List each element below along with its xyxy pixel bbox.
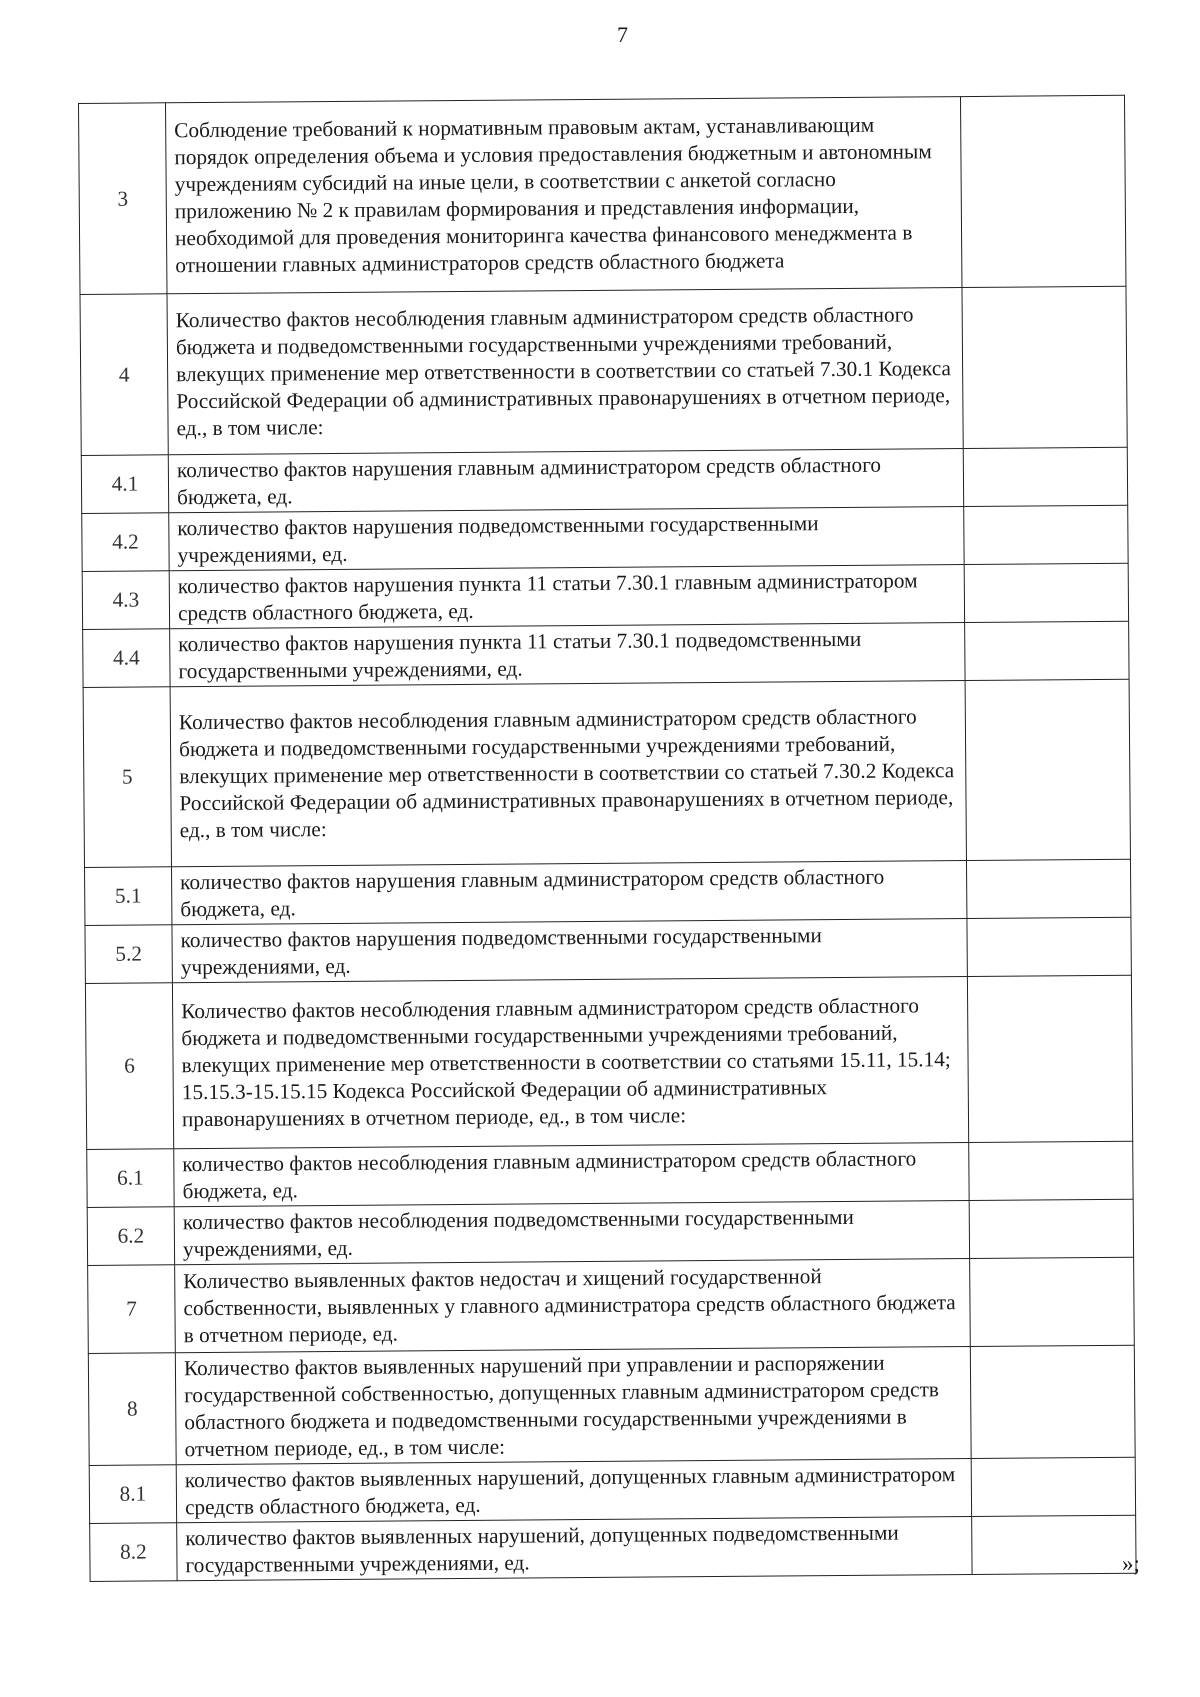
table-row (88, 1345, 1135, 1465)
row-text: Количество выявленных фактов недостач и хищений государственной собственности, выявленных у главного администратора средств областного бюджета в отчетном периоде, ед. (175, 1259, 971, 1353)
row-value-cell (967, 975, 1132, 1142)
row-value-cell (967, 917, 1131, 976)
table-row (81, 447, 1127, 513)
table-row (83, 679, 1130, 867)
page-number: 7 (617, 22, 628, 47)
row-number: 8.2 (90, 1523, 177, 1582)
row-text: количество фактов выявленных нарушений, допущенных главным администратором средств областного бюджета, ед. (176, 1459, 971, 1523)
row-number: 5.2 (85, 925, 172, 984)
row-value-cell (971, 1457, 1135, 1516)
row-value-cell (966, 859, 1130, 918)
row-value-cell (964, 505, 1128, 564)
row-number: 5.1 (85, 867, 172, 926)
table-row (90, 1515, 1136, 1581)
row-number: 4.2 (82, 513, 169, 572)
table-row (79, 95, 1126, 294)
table-row (85, 859, 1131, 925)
row-text: количество фактов нарушения подведомственными государственными учреждениями, ед. (169, 507, 964, 571)
row-text: Количество фактов несоблюдения главным администратором средств областного бюджета и подведомственными государственными учреждениями требований, влекущих применение мер ответственности в соответствии со статьей 7.30.1 Кодекса Российской Федерации об административных правонарушениях в отчетном периоде, ед., в том числе: (167, 288, 963, 455)
row-value-cell (970, 1345, 1135, 1458)
closing-quote-mark: »; (1122, 1551, 1140, 1576)
row-text: количество фактов несоблюдения подведомственными государственными учреждениями, ед. (174, 1201, 969, 1265)
row-value-cell (963, 447, 1127, 506)
table-row (82, 563, 1128, 629)
row-text: количество фактов нарушения подведомственными государственными учреждениями, ед. (172, 919, 967, 983)
row-number: 3 (79, 103, 167, 295)
row-text: Количество фактов выявленных нарушений при управлении и распоряжении государственной собственностью, допущенных главным администратором средств областного бюджета и подведомственными государственными учреждениями в отчетном периоде, ед., в том числе: (175, 1347, 971, 1465)
row-number: 6.2 (87, 1207, 174, 1266)
row-number: 4.3 (82, 571, 169, 630)
row-text: количество фактов нарушения пункта 11 статьи 7.30.1 главным администратором средств областного бюджета, ед. (169, 565, 964, 629)
row-text: количество фактов несоблюдения главным администратором средств областного бюджета, ед. (174, 1143, 969, 1207)
table-row (83, 621, 1129, 687)
table-row (87, 1199, 1133, 1265)
table-row (87, 1141, 1133, 1207)
table-row (85, 917, 1131, 983)
row-text: количество фактов нарушения главным администратором средств областного бюджета, ед. (172, 861, 967, 925)
row-value-cell (962, 286, 1127, 448)
row-number: 4.1 (81, 455, 168, 514)
row-value-cell (965, 621, 1129, 680)
row-text: Соблюдение требований к нормативным правовым актам, устанавливающим порядок определения объема и условия предоставления бюджетным и автономным учреждениям субсидий на иные цели, в соответствии с анкетой согласно приложению № 2 к правилам формирования и представления информации, необходимой для проведения мониторинга качества финансового менеджмента в отношении главных администраторов средств областного бюджета (166, 97, 962, 294)
row-value-cell (972, 1515, 1136, 1574)
table-row (89, 1457, 1135, 1523)
table-row (88, 1257, 1135, 1353)
row-number: 4.4 (83, 629, 170, 688)
table-row (82, 505, 1128, 571)
row-value-cell (969, 1199, 1133, 1258)
table-row (80, 286, 1127, 455)
row-text: Количество фактов несоблюдения главным администратором средств областного бюджета и подведомственными государственными учреждениями требований, влекущих применение мер ответственности в соответствии со статьями 15.11, 15.14; 15.15.3-15.15.15 Кодекса Российской Федерации об административных правонарушениях в отчетном периоде, ед., в том числе: (172, 977, 968, 1149)
row-number: 5 (83, 687, 171, 868)
indicators-table (78, 95, 1137, 1582)
row-number: 8 (88, 1353, 176, 1466)
table-row (85, 975, 1132, 1149)
row-text: количество фактов нарушения главным администратором средств областного бюджета, ед. (168, 449, 963, 513)
row-text: количество фактов нарушения пункта 11 статьи 7.30.1 подведомственными государственными учреждениями, ед. (170, 623, 965, 687)
row-value-cell (970, 1257, 1135, 1346)
row-text: количество фактов выявленных нарушений, допущенных подведомственными государственными учреждениями, ед. (177, 1517, 972, 1581)
row-value-cell (960, 95, 1125, 287)
row-number: 8.1 (89, 1465, 176, 1524)
row-text: Количество фактов несоблюдения главным администратором средств областного бюджета и подведомственными государственными учреждениями требований, влекущих применение мер ответственности в соответствии со статьей 7.30.2 Кодекса Российской Федерации об административных правонарушениях в отчетном периоде, ед., в том числе: (170, 681, 966, 867)
row-number: 4 (80, 294, 168, 456)
row-value-cell (965, 679, 1130, 860)
row-value-cell (969, 1141, 1133, 1200)
row-number: 6.1 (87, 1149, 174, 1208)
row-number: 7 (88, 1265, 176, 1354)
row-value-cell (964, 563, 1128, 622)
row-number: 6 (85, 983, 173, 1150)
